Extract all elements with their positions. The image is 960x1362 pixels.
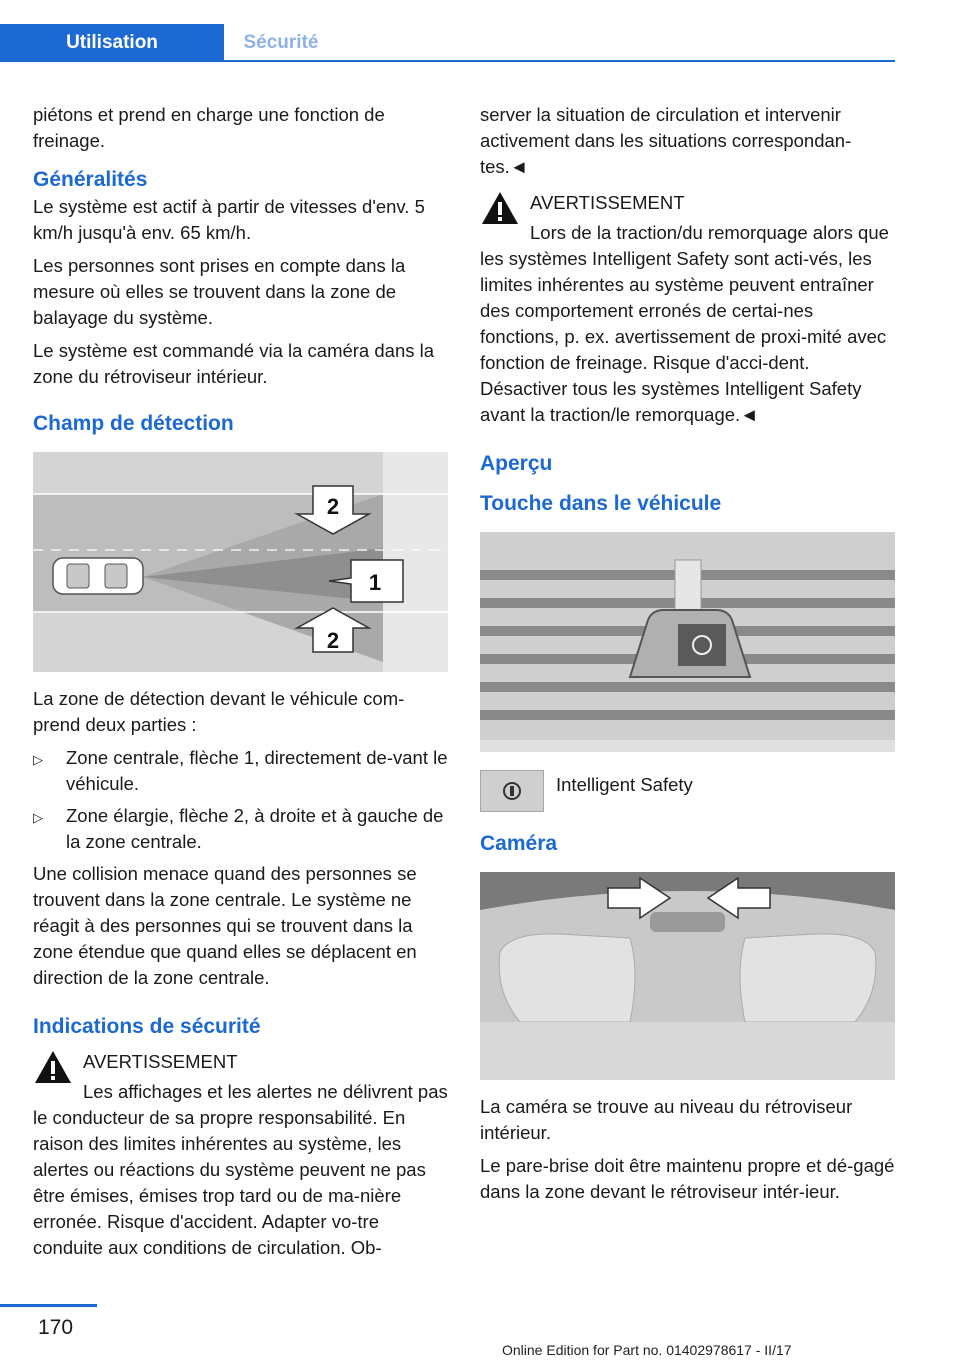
para-zones: La zone de détection devant le véhicule com‐prend deux parties :	[33, 688, 405, 735]
tab-utilisation[interactable]: Utilisation	[0, 24, 224, 62]
list-item: ▷ Zone centrale, flèche 1, directement de‐vant le véhicule.	[33, 747, 448, 794]
button-photo	[480, 532, 895, 752]
detection-field-figure	[33, 452, 448, 672]
right-column	[480, 102, 896, 1212]
button-legend	[480, 770, 896, 812]
arrow-label-2-bottom: 2	[326, 628, 340, 653]
warning-block-2	[480, 190, 896, 428]
para-speed: Le système est actif à partir de vitesses d'env. 5 km/h jusqu'à env. 65 km/h.	[33, 196, 425, 243]
arrow-label-1: 1	[368, 570, 382, 595]
para-camera-location: La caméra se trouve au niveau du rétroviseur intérieur.	[480, 1096, 853, 1143]
warning-title: AVERTISSEMENT	[83, 1051, 238, 1072]
page-number: 170	[38, 1316, 74, 1339]
warning-triangle-icon	[33, 1049, 73, 1085]
para-persons: Les personnes sont prises en compte dans la mesure où elles se trouvent dans la zone de balayage du système.	[33, 255, 406, 328]
para-windshield: Le pare-brise doit être maintenu propre et dé‐gagé dans la zone devant le rétroviseur intér‐ieur.	[480, 1155, 895, 1202]
camera-photo	[480, 872, 895, 1080]
heading-indications: Indications de sécurité	[33, 1015, 261, 1038]
warning-text: Les affichages et les alertes ne délivrent pas le conducteur de sa propre responsabilité. En raison des limites inhérentes au système, les alertes ou réactions du système peuvent ne pas être émises, émises trop tard ou de ma‐nière erronée. Risque d'accident. Adapter vo‐tre conduite aux conditions de circulation. Ob‐	[33, 1081, 448, 1258]
heading-champ-detection: Champ de détection	[33, 412, 234, 435]
para-camera: Le système est commandé via la caméra dans la zone du rétroviseur intérieur.	[33, 340, 435, 387]
left-column	[33, 102, 449, 1261]
page-header	[0, 0, 960, 62]
edition-note: Online Edition for Part no. 01402978617 - II/17	[502, 1342, 792, 1358]
warning-triangle-icon	[480, 190, 520, 226]
camera-illustration	[480, 872, 895, 1080]
arrow-label-2-top: 2	[326, 494, 340, 519]
bullet-triangle-icon: ▷	[33, 752, 43, 767]
list-item: ▷ Zone élargie, flèche 2, à droite et à gauche de la zone centrale.	[33, 805, 444, 852]
warning-text: Lors de la traction/du remorquage alors que les systèmes Intelligent Safety sont acti‐vés, les limites inhérentes au système peuvent entraîner des comportement erronés de certai‐nes fonctions, p. ex. avertissement de proxi‐mité avec fonction de freinage. Risque d'acci‐dent. Désactiver tous les systèmes Intelligent Safety avant la traction/le remorquage.◄	[480, 222, 889, 425]
heading-apercu: Aperçu	[480, 452, 553, 475]
detection-field-diagram	[33, 452, 448, 672]
header-rule	[224, 60, 895, 62]
warning-block-1	[33, 1049, 449, 1261]
zones-list	[33, 745, 449, 855]
tab-securite[interactable]: Sécurité	[243, 32, 319, 53]
heading-touche: Touche dans le véhicule	[480, 492, 722, 515]
button-label: Intelligent Safety	[556, 774, 693, 795]
continued-text: server la situation de circulation et intervenir activement dans les situations correspondan‐tes.◄	[480, 104, 852, 177]
grille-button-illustration	[480, 532, 895, 752]
intro-text: piétons et prend en charge une fonction de freinage.	[33, 104, 385, 151]
para-collision: Une collision menace quand des personnes se trouvent dans la zone centrale. Le système ne réagit à des personnes qui se trouvent dans la zone étendue que quand elles se déplacent en direction de la zone centrale.	[33, 863, 417, 988]
warning-title: AVERTISSEMENT	[530, 192, 685, 213]
footer-rule	[0, 1304, 97, 1307]
heading-generalites: Généralités	[33, 168, 148, 191]
heading-camera: Caméra	[480, 832, 558, 855]
bullet-triangle-icon: ▷	[33, 810, 43, 825]
intelligent-safety-button-icon	[480, 770, 544, 812]
